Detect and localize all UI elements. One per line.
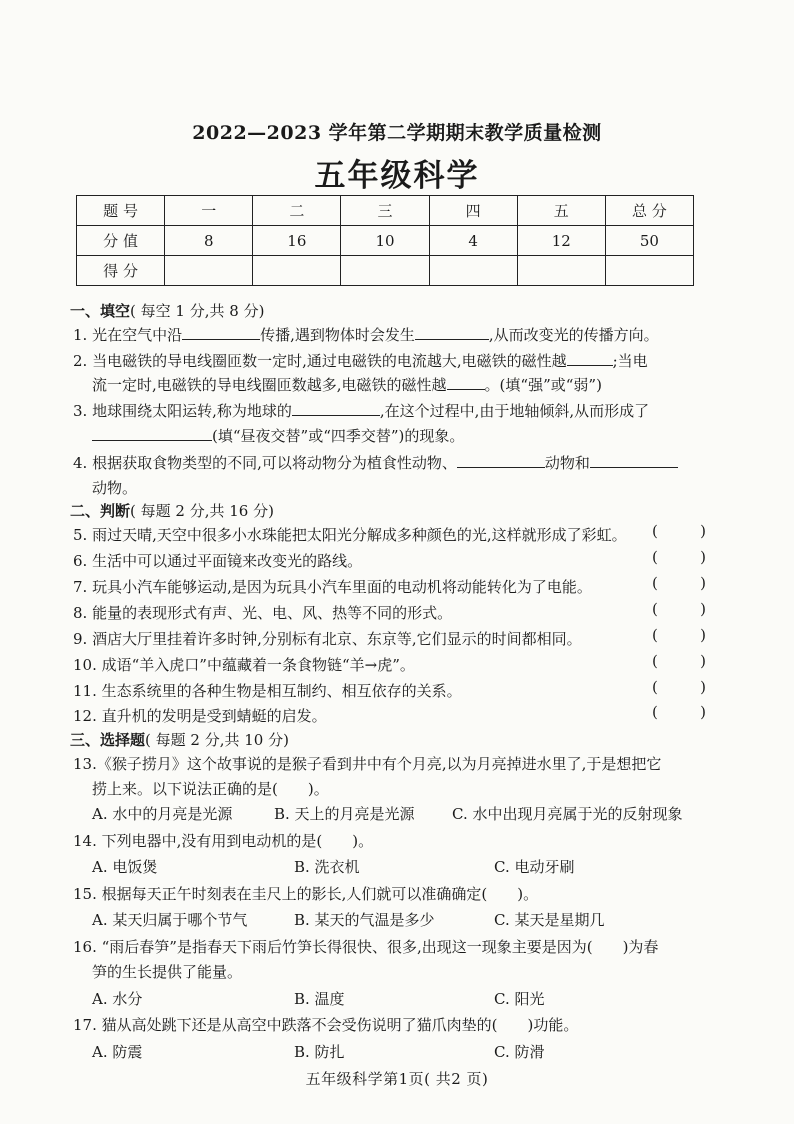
- option-a[interactable]: A. 电饭煲: [92, 858, 158, 876]
- table-cell: 得 分: [77, 256, 165, 286]
- page-footer: 五年级科学第1页( 共2 页): [305, 1070, 489, 1088]
- judge-item: 10. 成语“羊入虎口”中蕴藏着一条食物链“羊→虎”。: [73, 656, 415, 674]
- table-cell: 总 分: [605, 196, 693, 226]
- score-entry-cell[interactable]: [605, 256, 693, 286]
- answer-blank[interactable]: [92, 426, 212, 441]
- answer-parentheses[interactable]: ( ): [652, 574, 706, 592]
- answer-blank[interactable]: [292, 401, 380, 416]
- table-cell: 三: [341, 196, 429, 226]
- table-cell: 四: [429, 196, 517, 226]
- option-b[interactable]: B. 天上的月亮是光源: [274, 805, 415, 823]
- question-3-cont: (填“昼夜交替”或“四季交替”)的现象。: [92, 425, 464, 446]
- answer-blank[interactable]: [182, 325, 260, 340]
- option-b[interactable]: B. 防扎: [294, 1043, 345, 1061]
- answer-parentheses[interactable]: ( ): [652, 626, 706, 644]
- answer-blank[interactable]: [457, 453, 545, 468]
- option-b[interactable]: B. 某天的气温是多少: [294, 911, 435, 929]
- option-a[interactable]: A. 防震: [92, 1043, 143, 1061]
- judge-item: 6. 生活中可以通过平面镜来改变光的路线。: [73, 552, 363, 570]
- table-cell: 16: [253, 226, 341, 256]
- score-entry-cell[interactable]: [341, 256, 429, 286]
- section-heading: 三、选择题( 每题 2 分,共 10 分): [70, 731, 289, 749]
- option-c[interactable]: C. 防滑: [494, 1043, 545, 1061]
- judge-item: 11. 生态系统里的各种生物是相互制约、相互依存的关系。: [73, 682, 462, 700]
- exam-title: 2022—2023 学年第二学期期末教学质量检测: [192, 122, 602, 144]
- table-cell: 一: [165, 196, 253, 226]
- answer-blank[interactable]: [447, 375, 485, 390]
- option-a[interactable]: A. 某天归属于哪个节气: [92, 911, 248, 929]
- question-17: 17. 猫从高处跳下还是从高空中跌落不会受伤说明了猫爪肉垫的( )功能。: [73, 1016, 579, 1034]
- option-c[interactable]: C. 水中出现月亮属于光的反射现象: [452, 805, 683, 823]
- question-2: 2. 当电磁铁的导电线圈匝数一定时,通过电磁铁的电流越大,电磁铁的磁性越 ;当电: [73, 352, 648, 370]
- table-row: [77, 226, 694, 256]
- question-4-cont: 动物。: [92, 479, 138, 497]
- table-cell: 题 号: [77, 196, 165, 226]
- table-cell: 五: [517, 196, 605, 226]
- answer-parentheses[interactable]: ( ): [652, 522, 706, 540]
- table-cell: 8: [165, 226, 253, 256]
- table-cell: 4: [429, 226, 517, 256]
- option-a[interactable]: A. 水分: [92, 990, 143, 1008]
- question-16: 16. “雨后春笋”是指春天下雨后竹笋长得很快、很多,出现这一现象主要是因为( )为春: [73, 938, 659, 956]
- score-entry-cell[interactable]: [253, 256, 341, 286]
- question-2-cont: 流一定时,电磁铁的导电线圈匝数越多,电磁铁的磁性越 。(填“强”或“弱”): [92, 376, 602, 394]
- answer-blank[interactable]: [567, 351, 613, 366]
- table-row: [77, 256, 694, 286]
- option-c[interactable]: C. 某天是星期几: [494, 911, 605, 929]
- question-3: 3. 地球围绕太阳运转,称为地球的 ,在这个过程中,由于地轴倾斜,从而形成了: [73, 402, 650, 420]
- answer-parentheses[interactable]: ( ): [652, 678, 706, 696]
- section-heading: 二、判断( 每题 2 分,共 16 分): [70, 502, 274, 520]
- answer-blank[interactable]: [415, 325, 489, 340]
- judge-item: 12. 直升机的发明是受到蜻蜓的启发。: [73, 707, 327, 725]
- judge-item: 8. 能量的表现形式有声、光、电、风、热等不同的形式。: [73, 604, 453, 622]
- score-entry-cell[interactable]: [165, 256, 253, 286]
- option-c[interactable]: C. 电动牙刷: [494, 858, 575, 876]
- score-entry-cell[interactable]: [517, 256, 605, 286]
- option-a[interactable]: A. 水中的月亮是光源: [92, 805, 233, 823]
- answer-parentheses[interactable]: ( ): [652, 703, 706, 721]
- option-b[interactable]: B. 温度: [294, 990, 345, 1008]
- question-13: 13.《猴子捞月》这个故事说的是猴子看到井中有个月亮,以为月亮掉进水里了,于是想把它: [73, 755, 662, 773]
- question-15: 15. 根据每天正午时刻表在圭尺上的影长,人们就可以准确确定( )。: [73, 885, 539, 903]
- answer-parentheses[interactable]: ( ): [652, 548, 706, 566]
- score-entry-cell[interactable]: [429, 256, 517, 286]
- table-cell: 二: [253, 196, 341, 226]
- table-cell: 10: [341, 226, 429, 256]
- table-cell: 12: [517, 226, 605, 256]
- question-4: 4. 根据获取食物类型的不同,可以将动物分为植食性动物、 动物和: [73, 452, 678, 473]
- exam-subject: 五年级科学: [314, 158, 480, 194]
- question-16-cont: 笋的生长提供了能量。: [92, 963, 243, 981]
- table-cell: 50: [605, 226, 693, 256]
- answer-parentheses[interactable]: ( ): [652, 652, 706, 670]
- judge-item: 5. 雨过天晴,天空中很多小水珠能把太阳光分解成多种颜色的光,这样就形成了彩虹。: [73, 526, 627, 544]
- option-b[interactable]: B. 洗衣机: [294, 858, 360, 876]
- question-13-cont: 捞上来。以下说法正确的是( )。: [92, 780, 329, 798]
- option-c[interactable]: C. 阳光: [494, 990, 545, 1008]
- section-heading: 一、填空( 每空 1 分,共 8 分): [70, 302, 265, 320]
- judge-item: 7. 玩具小汽车能够运动,是因为玩具小汽车里面的电动机将动能转化为了电能。: [73, 578, 592, 596]
- judge-item: 9. 酒店大厅里挂着许多时钟,分别标有北京、东京等,它们显示的时间都相同。: [73, 630, 582, 648]
- answer-parentheses[interactable]: ( ): [652, 600, 706, 618]
- table-cell: 分 值: [77, 226, 165, 256]
- score-table: [76, 195, 694, 286]
- answer-blank[interactable]: [590, 453, 678, 468]
- question-14: 14. 下列电器中,没有用到电动机的是( )。: [73, 832, 374, 850]
- table-row: [77, 196, 694, 226]
- question-1: 1. 光在空气中沿 传播,遇到物体时会发生 ,从而改变光的传播方向。: [73, 326, 659, 344]
